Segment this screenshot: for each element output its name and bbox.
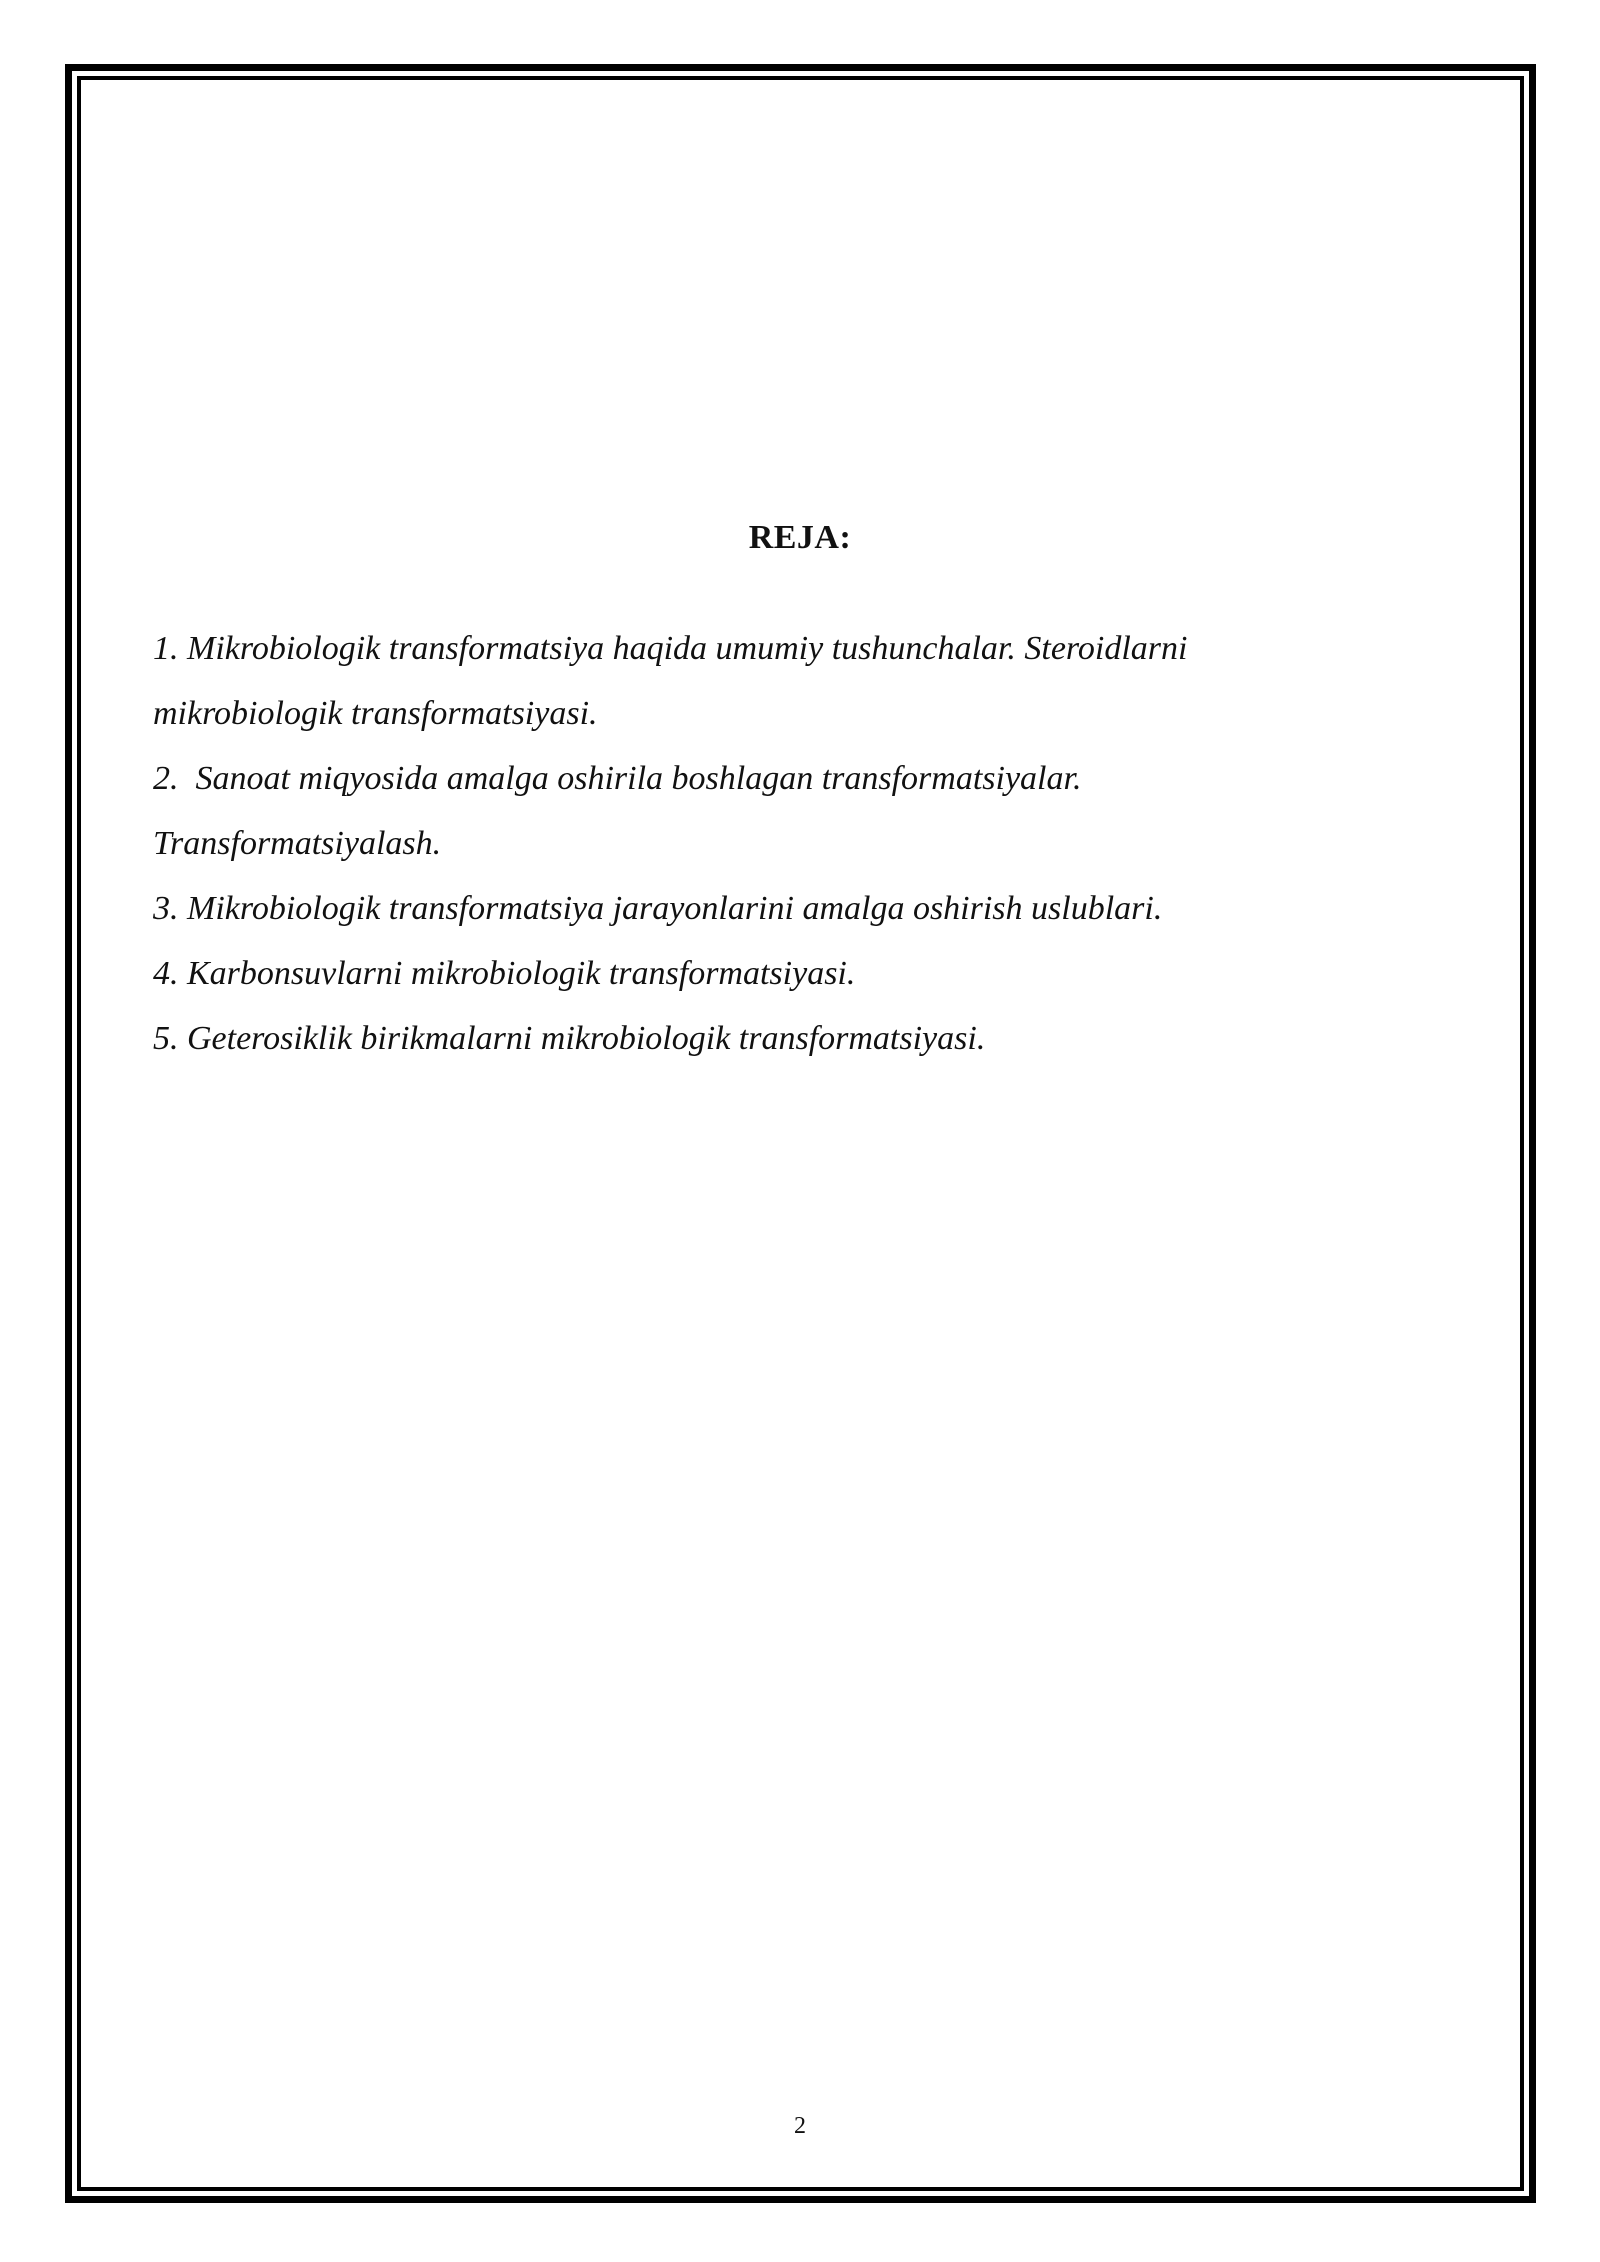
page-border-inner [77, 76, 1524, 2191]
plan-item-5: 5. Geterosiklik birikmalarni mikrobiologik transformatsiyasi. [153, 1020, 986, 1057]
plan-item-4: 4. Karbonsuvlarni mikrobiologik transformatsiyasi. [153, 955, 856, 992]
page-title: REJA: [748, 519, 852, 556]
plan-item-1: 1. Mikrobiologik transformatsiya haqida umumiy tushunchalar. Steroidlarni mikrobiologik transformatsiyasi. [153, 630, 1188, 732]
plan-item-2: 2. Sanoat miqyosida amalga oshirila boshlagan transformatsiyalar. Transformatsiyalash. [153, 760, 1082, 862]
plan-list [153, 616, 1463, 1071]
plan-item-3: 3. Mikrobiologik transformatsiya jarayonlarini amalga oshirish uslublari. [153, 890, 1163, 927]
page-number: 2 [794, 2113, 806, 2139]
